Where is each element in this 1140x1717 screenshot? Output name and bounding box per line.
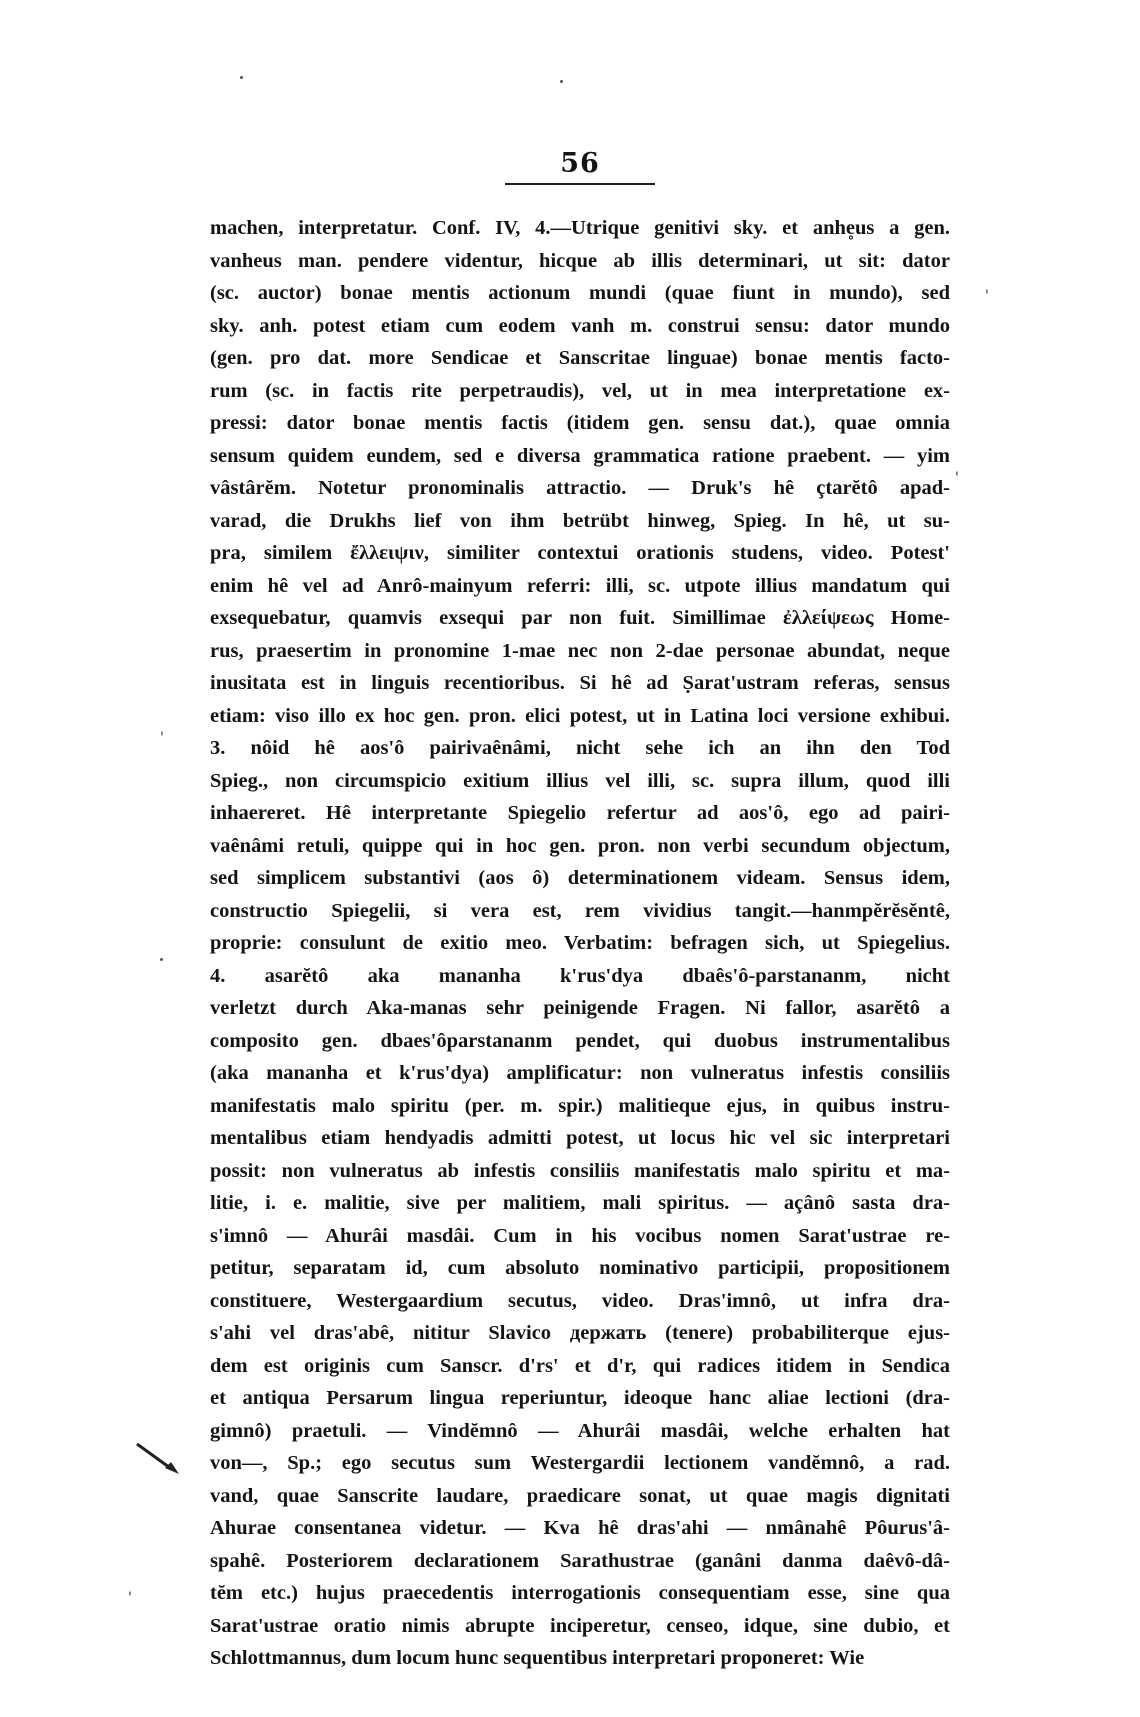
text-line: gimnô) praetuli. — Vindĕmnô — Ahurâi masdâi, welche erhalten hat [210, 1419, 950, 1442]
text-line: mentalibus etiam hendyadis admitti potest, ut locus hic vel sic interpretari [210, 1127, 950, 1149]
text-line: constructio Spiegelii, si vera est, rem vividius tangit.—hanmpĕrĕsĕntê, [210, 899, 950, 922]
text-line: sed simplicem substantivi (aos ô) determinationem videam. Sensus idem, [210, 867, 950, 889]
text-line: (gen. pro dat. more Sendicae et Sanscritae linguae) bonae mentis facto- [210, 347, 950, 369]
text-line: s'ahi vel dras'abê, nititur Slavico держать (tenere) probabiliterque ejus- [210, 1322, 950, 1344]
text-line: von—, Sp.; ego secutus sum Westergardii lectionem vandĕmnô, a rad. [210, 1452, 950, 1474]
text-line: composito gen. dbaes'ôparstananm pendet, qui duobus instrumentalibus [210, 1029, 950, 1052]
text-line: enim hê vel ad Anrô-mainyum referri: illi, sc. utpote illius mandatum qui [210, 574, 950, 597]
text-line: manifestatis malo spiritu (per. m. spir.) malitieque ejus, in quibus instru- [210, 1094, 950, 1117]
text-line: machen, interpretatur. Conf. IV, 4.—Utrique genitivi sky. et anhe̥us a gen. [210, 217, 950, 239]
text-line: inhaereret. Hê interpretante Spiegelio refertur ad aos'ô, ego ad pairi- [210, 802, 950, 824]
text-line: sky. anh. potest etiam cum eodem vanh m. construi sensu: dator mundo [210, 314, 950, 337]
speck [160, 958, 163, 961]
text-line: pressi: dator bonae mentis factis (itidem gen. sensu dat.), quae omnia [210, 412, 950, 434]
text-line: dem est originis cum Sanscr. d'rs' et d'r, qui radices itidem in Sendica [210, 1354, 950, 1377]
text-line: constituere, Westergaardium secutus, video. Dras'imnô, ut infra dra- [210, 1289, 950, 1312]
text-line: inusitata est in linguis recentioribus. Si hê ad Ṣarat'ustram referas, sensus [210, 672, 950, 694]
text-body [210, 212, 950, 1675]
text-line: petitur, separatam id, cum absoluto nominativo participii, propositionem [210, 1257, 950, 1279]
text-line: s'imnô — Ahurâi masdâi. Cum in his vocibus nomen Sarat'ustrae re- [210, 1224, 950, 1247]
text-line: rum (sc. in factis rite perpetraudis), vel, ut in mea interpretatione ex- [210, 379, 950, 402]
margin-mark: ' [160, 730, 164, 746]
text-line: possit: non vulneratus ab infestis consiliis manifestatis malo spiritu et ma- [210, 1159, 950, 1182]
text-line: litie, i. e. malitie, sive per malitiem, mali spiritus. — açânô sasta dra- [210, 1192, 950, 1214]
text-line: (aka mananha et k'rus'dya) amplificatur: non vulneratus infestis consiliis [210, 1062, 950, 1084]
margin-mark: ' [128, 1590, 132, 1606]
text-line: (sc. auctor) bonae mentis actionum mundi (quae fiunt in mundo), sed [210, 282, 950, 304]
text-line: spahê. Posteriorem declarationem Sarathustrae (ganâni danma daêvô-dâ- [210, 1549, 950, 1572]
page-number: 56 [560, 148, 600, 179]
margin-mark: ' [955, 470, 959, 486]
pen-mark [135, 1440, 183, 1480]
text-line: 4. asarĕtô aka mananha k'rus'dya dbaês'ô-parstananm, nicht [210, 964, 950, 987]
speck [240, 76, 243, 79]
text-line: Schlottmannus, dum locum hunc sequentibus interpretari proponeret: Wie [210, 1647, 865, 1669]
text-line: 3. nôid hê aos'ô pairivaênâmi, nicht sehe ich an ihn den Tod [210, 737, 950, 759]
text-line: Spieg., non circumspicio exitium illius vel illi, sc. supra illum, quod illi [210, 769, 950, 792]
text-line: Ahurae consentanea videtur. — Kva hê dras'ahi — nmânahê Pôurus'â- [210, 1517, 950, 1539]
text-line: et antiqua Persarum lingua reperiuntur, ideoque hanc aliae lectioni (dra- [210, 1387, 950, 1409]
text-line: proprie: consulunt de exitio meo. Verbatim: befragen sich, ut Spiegelius. [210, 932, 950, 954]
text-line: vaênâmi retuli, quippe qui in hoc gen. pron. non verbi secundum objectum, [210, 834, 950, 857]
text-line: exsequebatur, quamvis exsequi par non fuit. Simillimae ἐλλείψεως Home- [210, 607, 950, 629]
margin-mark: ' [985, 288, 989, 304]
text-line: Sarat'ustrae oratio nimis abrupte inciperetur, censeo, idque, sine dubio, et [210, 1614, 950, 1637]
text-line: verletzt durch Aka-manas sehr peinigende Fragen. Ni fallor, asarĕtô a [210, 997, 950, 1019]
text-line: tĕm etc.) hujus praecedentis interrogationis consequentiam esse, sine qua [210, 1582, 950, 1604]
text-line: etiam: viso illo ex hoc gen. pron. elici potest, ut in Latina loci versione exhibui. [210, 704, 950, 727]
speck [560, 80, 563, 83]
header-rule [505, 183, 655, 185]
text-line: varad, die Drukhs lief von ihm betrübt hinweg, Spieg. In hê, ut su- [210, 509, 950, 532]
text-line: vand, quae Sanscrite laudare, praedicare sonat, ut quae magis dignitati [210, 1484, 950, 1507]
text-line: vâstârĕm. Notetur pronominalis attractio. — Druk's hê çtarĕtô apad- [210, 477, 950, 499]
text-line: sensum quidem eundem, sed e diversa grammatica ratione praebent. — yim [210, 444, 950, 467]
text-line: pra, similem ἔλλειψιν, similiter contextui orationis studens, video. Potest' [210, 542, 950, 564]
text-line: rus, praesertim in pronomine 1-mae nec non 2-dae personae abundat, neque [210, 639, 950, 662]
text-line: vanheus man. pendere videntur, hicque ab illis determinari, ut sit: dator [210, 249, 950, 272]
